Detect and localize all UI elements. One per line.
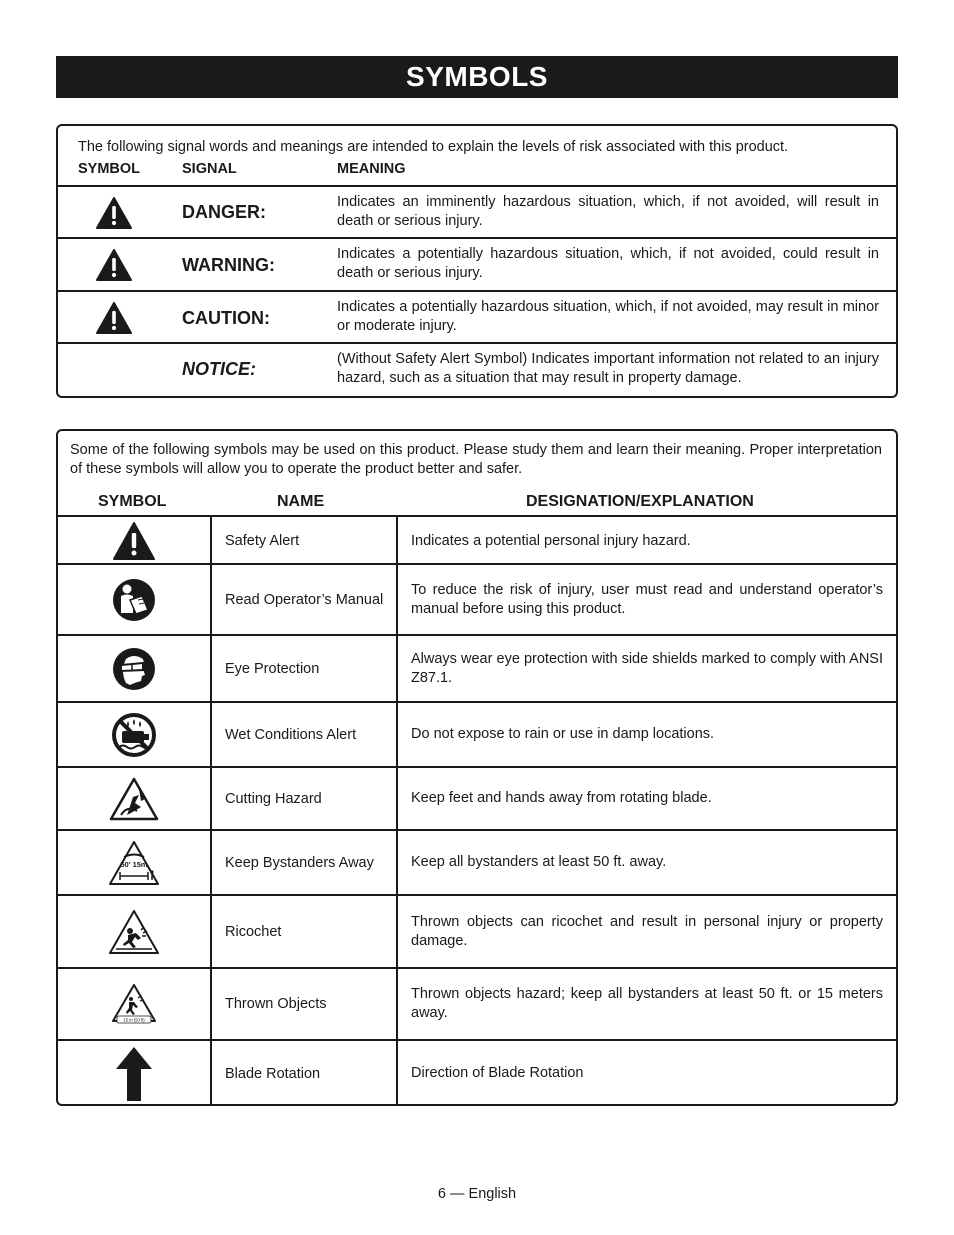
signal-word: CAUTION: — [182, 308, 270, 328]
symbol-description: Thrown objects can ricochet and result in personal injury or property damage. — [411, 913, 883, 949]
signal-word: DANGER: — [182, 202, 266, 222]
symbol-name: Read Operator’s Manual — [225, 591, 384, 608]
symbol-description: Keep feet and hands away from rotating blade. — [411, 790, 712, 806]
wet-conditions-icon — [58, 703, 210, 766]
symbol-name: Keep Bystanders Away — [225, 854, 374, 871]
symbol-description: To reduce the risk of injury, user must read and understand operator’s manual before using this product. — [411, 581, 883, 617]
page-title: SYMBOLS — [56, 56, 898, 98]
symbol-description: Thrown objects hazard; keep all bystanders at least 50 ft. or 15 meters away. — [411, 986, 883, 1021]
symbol-description: Direction of Blade Rotation — [411, 1065, 584, 1081]
page-footer: 6 — English — [437, 1186, 517, 1202]
symbol-description: Indicates a potential personal injury hazard. — [411, 532, 691, 549]
table-row — [58, 967, 896, 1039]
symbol-name: Thrown Objects — [225, 996, 327, 1012]
symbols-table-box — [56, 429, 898, 1106]
signal-row-danger — [58, 185, 896, 237]
table-header-designation: DESIGNATION/EXPLANATION — [526, 493, 754, 510]
ricochet-icon — [58, 896, 210, 967]
read-manual-icon — [58, 565, 210, 634]
blade-rotation-arrow-icon — [58, 1041, 210, 1106]
cutting-hazard-icon — [58, 768, 210, 829]
symbol-description: Do not expose to rain or use in damp locations. — [411, 726, 715, 742]
signal-row-notice — [58, 342, 896, 398]
symbol-name: Eye Protection — [225, 660, 320, 677]
table-row — [58, 1039, 896, 1106]
table-header-symbol: SYMBOL — [98, 493, 167, 510]
signal-row-warning — [58, 237, 896, 291]
table-row — [58, 515, 896, 565]
eye-protection-icon — [58, 636, 210, 701]
signal-meaning: Indicates an imminently hazardous situation, which, if not avoided, will result in death or serious injury. — [337, 194, 879, 229]
symbol-name: Blade Rotation — [225, 1065, 321, 1082]
signal-row-caution — [58, 290, 896, 343]
warning-triangle-icon — [96, 302, 132, 339]
symbols-intro: Some of the following symbols may be used on this product. Please study them and learn their meaning. Proper interpretation of these symbols will allow you to operate the product better and safer. — [70, 442, 882, 477]
symbol-name: Ricochet — [225, 923, 282, 940]
warning-triangle-icon — [96, 249, 132, 286]
signal-word: NOTICE: — [182, 359, 256, 379]
signal-header-meaning: MEANING — [337, 161, 406, 177]
symbol-name: Safety Alert — [225, 533, 300, 549]
table-row — [58, 634, 896, 701]
safety-alert-icon — [58, 517, 210, 565]
table-row — [58, 563, 896, 634]
signal-word: WARNING: — [182, 255, 275, 275]
thrown-distance-label: 15 m (50 ft) — [123, 1017, 145, 1023]
symbol-name: Cutting Hazard — [225, 790, 322, 807]
signal-header-symbol: SYMBOL — [78, 161, 141, 177]
symbol-name: Wet Conditions Alert — [225, 726, 357, 743]
signal-meaning: Indicates a potentially hazardous situation, which, if not avoided, may result in minor or moderate injury. — [337, 299, 879, 334]
signal-intro: The following signal words and meanings are intended to explain the levels of risk associated with this product. — [78, 139, 789, 155]
signal-header-signal: SIGNAL — [182, 161, 237, 177]
table-row — [58, 766, 896, 829]
signal-meaning: Indicates a potentially hazardous situation, which, if not avoided, could result in death or serious injury. — [337, 246, 879, 281]
table-header-name: NAME — [277, 493, 325, 510]
keep-bystanders-away-icon — [58, 831, 210, 894]
thrown-objects-icon — [58, 969, 210, 1039]
symbol-description: Keep all bystanders at least 50 ft. away. — [411, 854, 667, 870]
bystanders-distance-label: 50' 15m — [120, 859, 148, 869]
table-row — [58, 894, 896, 967]
signal-meaning: (Without Safety Alert Symbol) Indicates important information not related to an injury hazard, such as a situation that may result in property damage. — [337, 351, 879, 386]
symbol-description: Always wear eye protection with side shields marked to comply with ANSI Z87.1. — [411, 650, 883, 686]
warning-triangle-icon — [96, 197, 132, 234]
table-row — [58, 829, 896, 894]
signal-words-box — [56, 124, 898, 398]
table-row — [58, 701, 896, 766]
